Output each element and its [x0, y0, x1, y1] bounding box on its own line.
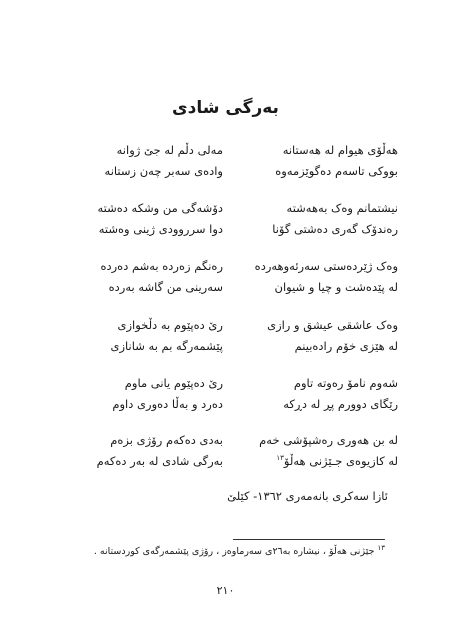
couplet [58, 219, 398, 240]
verse-first-hemistich: وەک عاشقی عیشق و رازی [267, 318, 398, 332]
verse-first-hemistich: نیشتمانم وەک بەهەشتە [286, 201, 398, 215]
footnote-mark: ١٣ [377, 543, 385, 552]
stanza-4 [58, 315, 398, 357]
footnote [52, 544, 385, 560]
verse-second-hemistich: رێ دەپێوم یانی ماوم [124, 376, 223, 390]
verse-second-hemistich: مەلی دڵم لە جێ ژوانە [116, 143, 223, 157]
couplet [58, 198, 398, 219]
poem-title: بەرگی شادی [172, 98, 279, 118]
verse-second-hemistich: بەرگی شادی لە بەر دەکەم [96, 454, 223, 468]
page-number: ٢١٠ [216, 584, 235, 597]
couplet [58, 430, 398, 451]
footnote-text: جێژنی هەڵۆ ، نیشارە بە٢٦ی سەرماوەز ، رۆژی پێشمەرگەی کوردستانە . [93, 546, 375, 557]
stanza-1 [58, 140, 398, 182]
verse-first-hemistich: رەندۆک گەری دەشتی گۆنا [272, 222, 398, 236]
verse-first-hemistich: لە پێدەشت و چیا و شیوان [274, 280, 398, 294]
verse-first-hemistich: وەک ژێردەستی سەرئەوهەردە [254, 259, 398, 273]
verse-second-hemistich: دۆشەگی من وشکە دەشتە [97, 201, 223, 215]
couplet [58, 277, 398, 298]
couplet [58, 256, 398, 277]
verse-second-hemistich: وادەی سەبر چەن زستانە [104, 164, 223, 178]
verse-first-hemistich: لە بن هەوری رەشپۆشی خەم [259, 433, 398, 447]
verse-first-hemistich: لە هێزی خۆم رادەبینم [294, 339, 398, 353]
couplet [58, 161, 398, 182]
stanza-5 [58, 373, 398, 415]
verse-second-hemistich: دوا سرروودی ژینی وەشتە [98, 222, 223, 236]
couplet [58, 451, 398, 472]
verse-second-hemistich: پێشمەرگە بم بە شانازی [110, 339, 223, 353]
poet-signature: ئازا سەکری بانەمەری ١٣٦٢- کێلێ [227, 489, 388, 503]
verse-first-hemistich: شەوم نامۆ رەوتە تاوم [293, 376, 398, 390]
stanza-6 [58, 430, 398, 472]
stanza-3 [58, 256, 398, 298]
footnote-reference: ١٣ [276, 454, 284, 463]
couplet [58, 373, 398, 394]
footnote-divider [233, 539, 385, 540]
verse-second-hemistich: دەرد و بەڵا دەوری داوم [112, 397, 223, 411]
verse-text: لە کازیوەی جـێژنی هەڵۆ [283, 454, 398, 468]
couplet [58, 140, 398, 161]
verse-first-hemistich: بووکی تاسەم دەگوێزمەوە [275, 164, 398, 178]
verse-second-hemistich: سەرینی من گاشە بەردە [108, 280, 223, 294]
couplet [58, 394, 398, 415]
verse-second-hemistich: رێ دەپێوم بە دڵخوازی [117, 318, 223, 332]
couplet [58, 315, 398, 336]
verse-first-hemistich: هەڵۆی هیوام لە هەستانە [282, 143, 398, 157]
stanza-2 [58, 198, 398, 240]
verse-first-hemistich [228, 451, 398, 472]
verse-first-hemistich: رێگای دوورم پڕ لە دڕکە [283, 397, 398, 411]
verse-second-hemistich: بەدی دەکەم رۆژی بزەم [110, 433, 223, 447]
verse-second-hemistich: رەنگم زەردە بەشم دەردە [100, 259, 223, 273]
couplet [58, 336, 398, 357]
